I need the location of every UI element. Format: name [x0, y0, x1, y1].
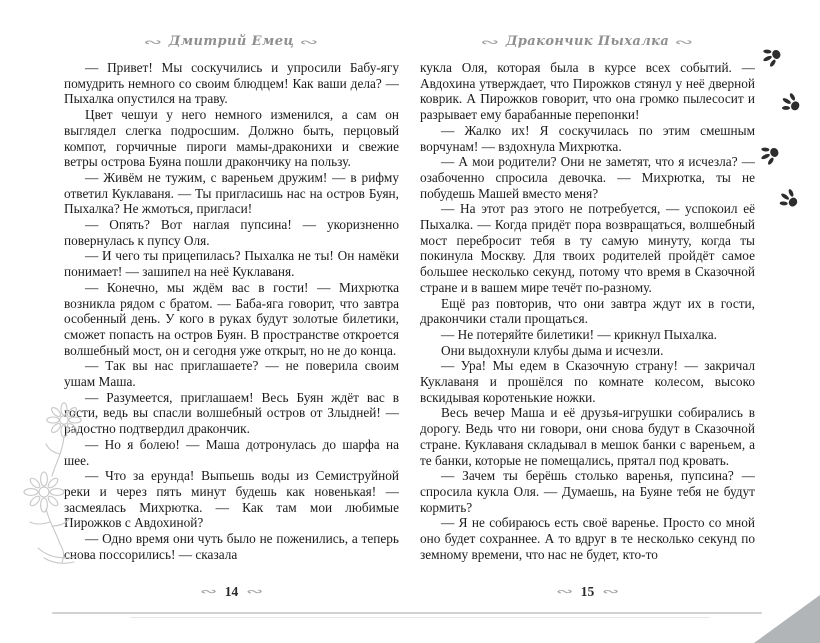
paragraph: — На этот раз этого не потребуется, — успокоил её Пыхалка. — Когда придёт пора возвращаться, волшебный мост перебросит тебя в ту самую минуту, когда ты покинула Москву. Для твоих родителей пройдёт самое большее несколько секунд, потому что время в Сказочной стране и в вашем мире течёт по-разному.	[420, 201, 755, 295]
page-left	[64, 34, 399, 600]
paragraph: — Так вы нас приглашаете? — не поверила своим ушам Маша.	[64, 358, 399, 390]
paragraph: — Зачем ты берёшь столько варенья, пупсина? — спросила кукла Оля. — Думаешь, на Буяне тебя не будут кормить?	[420, 468, 755, 515]
paragraph: — Ура! Мы едем в Сказочную страну! — закричал Куклаваня и прошёлся по комнате колесом, высоко вскидывая коротенькие ножки.	[420, 358, 755, 405]
folio-number: 15	[580, 584, 595, 599]
paragraph: — Но я болею! — Маша дотронулась до шарфа на шее.	[64, 436, 399, 468]
paragraph: — Живём не тужим, с вареньем дружим! — в рифму ответил Куклаваня. — Ты пригласишь нас на остров Буян, Пыхалка? Не жмоться, пригласи!	[64, 169, 399, 217]
cover-corner	[754, 595, 820, 643]
page-number-right	[420, 584, 755, 600]
dragon-footprint-icon	[755, 139, 786, 169]
page-spread	[64, 34, 755, 600]
flourish-icon: ∾	[246, 585, 264, 598]
flourish-icon: ∾	[299, 34, 320, 49]
flourish-icon: ∾	[674, 34, 695, 49]
flourish-icon: ∾	[602, 585, 620, 598]
flourish-icon: ∾	[555, 585, 573, 598]
paragraph: — Я не собираюсь есть своё варенье. Просто со мной оно будет сохраннее. А то вдруг в те несколько секунд по земному времени, что нас не будет, кто-то	[420, 515, 755, 562]
paragraph: кукла Оля, которая была в курсе всех событий. — Авдохина утверждает, что Пирожков стянул у неё дверной коврик. А Пирожков говорит, что она громко пылесосит и разрывает ему барабанные перепонки!	[420, 60, 755, 123]
page-edge-line	[52, 612, 762, 614]
paragraph: — И чего ты прицепилась? Пыхалка не ты! Он намёки понимает! — зашипел на неё Куклаваня.	[64, 248, 399, 280]
paragraph: Цвет чешуи у него немного изменился, а сам он выглядел слегка подросшим. Должно быть, перцовый компот, горчичные пироги мамы-драконихи и свежие ветры острова Буяна пошли дракончику на пользу.	[64, 107, 399, 170]
page-right	[420, 34, 755, 600]
paragraph: — Не потеряйте билетики! — крикнул Пыхалка.	[441, 326, 717, 342]
flourish-icon: ∾	[199, 585, 217, 598]
flourish-icon: ∾	[143, 34, 164, 49]
author-name: Дмитрий Емец	[168, 34, 295, 49]
dragon-footprint-icon	[774, 184, 806, 216]
running-head-right	[420, 34, 755, 49]
dragon-footprint-icon	[776, 88, 808, 119]
paragraph: Ещё раз повторив, что они завтра ждут их в гости, дракончики стали прощаться.	[420, 295, 755, 327]
paragraph: — Конечно, мы ждём вас в гости! — Михрютка возникла рядом с братом. — Баба-яга говорит, что завтра особенный день. У кого в руках будут золотые билетики, сможет попасть на остров Буян. В пространстве откроется волшебный мост, он и сегодня уже открыт, но не до конца.	[64, 279, 399, 358]
paragraph: — Одно время они чуть было не поженились, а теперь снова поссорились! — сказала	[64, 531, 399, 562]
paragraph: — Что за ерунда! Выпьешь воды из Семиструйной реки и через пять минут будешь как новенькая! — засмеялась Михрютка. — Как там мои любимые Пирожков с Авдохиной?	[64, 468, 399, 531]
dragon-footprint-icon	[757, 41, 788, 71]
book-title: Дракончик Пыхалка	[505, 34, 670, 49]
text-column-left	[64, 60, 399, 578]
flourish-icon: ∾	[480, 34, 501, 49]
text-column-right	[420, 60, 755, 578]
flower-sketch-illustration	[14, 396, 110, 580]
paragraph: — Разумеется, приглашаем! Весь Буян ждёт вас в гости, ведь вы спасли волшебный остров от Злыдней! — радостно подтвердил дракончик.	[64, 389, 399, 437]
folio-number: 14	[224, 584, 239, 599]
page-edge-line-secondary	[130, 617, 710, 618]
paragraph: — Привет! Мы соскучились и упросили Бабу-ягу помудрить немного со своим блюдцем! Как ваши дела? — Пыхалка опустился на траву.	[64, 60, 399, 107]
paragraph: — Опять? Вот наглая пупсина! — укоризненно повернулась к пупсу Оля.	[64, 217, 399, 248]
running-head-left	[64, 34, 399, 49]
page-number-left	[64, 584, 399, 600]
paragraph: — Жалко их! Я соскучилась по этим смешным ворчунам! — вздохнула Михрютка.	[420, 122, 755, 154]
paragraph: — А мои родители? Они не заметят, что я исчезла? — озабоченно спросила девочка. — Михрютка, ты не побудешь Машей вместо меня?	[420, 154, 755, 201]
paragraph: Они выдохнули клубы дыма и исчезли.	[441, 342, 664, 358]
paragraph: Весь вечер Маша и её друзья-игрушки собирались в дорогу. Ведь что ни говори, они снова будут в Сказочной стране. Куклаваня складывал в мешок банки с вареньем, а те банки, которые не помещались, прятал под кровать.	[420, 405, 755, 468]
